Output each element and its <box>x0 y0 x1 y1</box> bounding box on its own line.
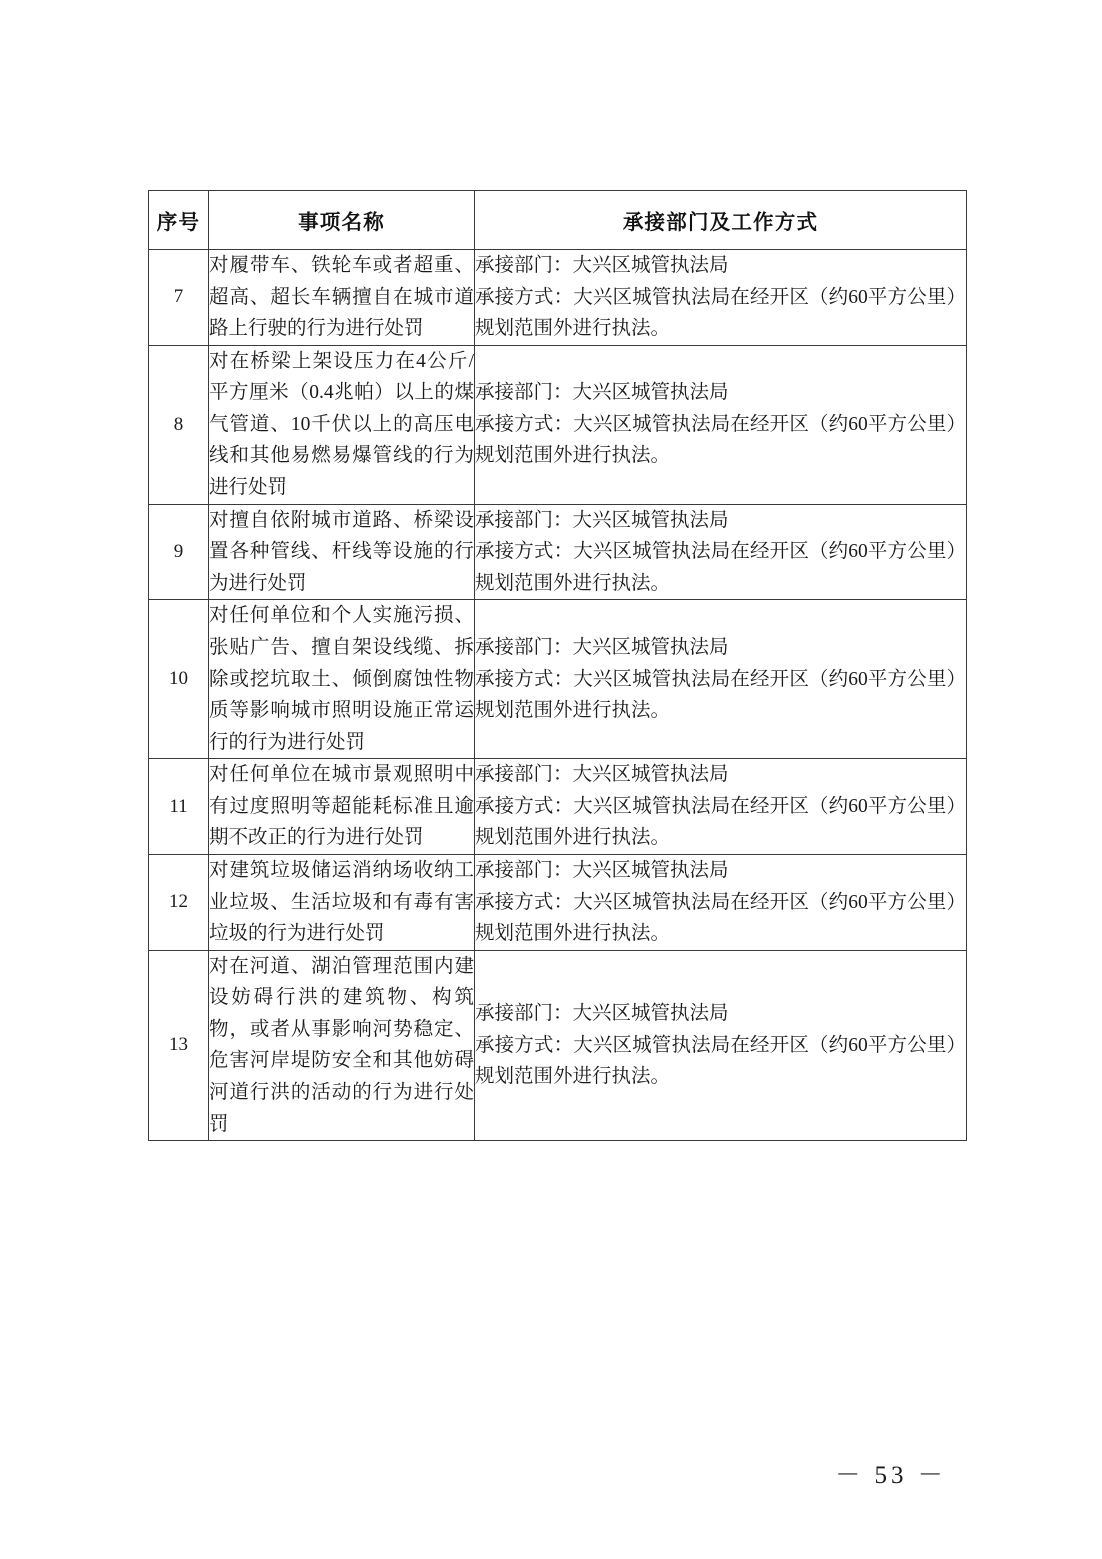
table-row <box>149 504 967 600</box>
cell-serial-number: 12 <box>149 854 209 950</box>
cell-item-name: 对任何单位在城市景观照明中有过度照明等超能耗标准且逾期不改正的行为进行处罚 <box>209 759 475 855</box>
cell-serial-number: 10 <box>149 600 209 759</box>
table-header-row <box>149 191 967 250</box>
cell-item-name: 对在桥梁上架设压力在4公斤/平方厘米（0.4兆帕）以上的煤气管道、10千伏以上的高压电线和其他易燃易爆管线的行为进行处罚 <box>209 345 475 504</box>
cell-department-method <box>475 759 967 855</box>
table-row <box>149 854 967 950</box>
cell-department-method <box>475 504 967 600</box>
table-row <box>149 250 967 346</box>
dept-line-method: 承接方式：大兴区城管执法局在经开区（约60平方公里）规划范围外进行执法。 <box>475 413 966 467</box>
dept-line-department: 承接部门：大兴区城管执法局 <box>475 859 729 881</box>
cell-item-name: 对在河道、湖泊管理范围内建设妨碍行洪的建筑物、构筑物，或者从事影响河势稳定、危害河岸堤防安全和其他妨碍河道行洪的活动的行为进行处罚 <box>209 950 475 1140</box>
dept-line-method: 承接方式：大兴区城管执法局在经开区（约60平方公里）规划范围外进行执法。 <box>475 1034 966 1088</box>
dept-line-method: 承接方式：大兴区城管执法局在经开区（约60平方公里）规划范围外进行执法。 <box>475 795 966 849</box>
table-row <box>149 600 967 759</box>
cell-serial-number: 7 <box>149 250 209 346</box>
cell-item-name: 对建筑垃圾储运消纳场收纳工业垃圾、生活垃圾和有毒有害垃圾的行为进行处罚 <box>209 854 475 950</box>
table-row <box>149 759 967 855</box>
table-row <box>149 345 967 504</box>
column-header-item-name: 事项名称 <box>209 191 475 250</box>
dept-line-department: 承接部门：大兴区城管执法局 <box>475 636 729 658</box>
cell-serial-number: 13 <box>149 950 209 1140</box>
cell-department-method <box>475 950 967 1140</box>
responsibility-table <box>148 190 967 1141</box>
dept-line-department: 承接部门：大兴区城管执法局 <box>475 509 729 531</box>
cell-department-method <box>475 345 967 504</box>
cell-department-method <box>475 854 967 950</box>
table-header <box>149 191 967 250</box>
dept-line-method: 承接方式：大兴区城管执法局在经开区（约60平方公里）规划范围外进行执法。 <box>475 668 966 722</box>
cell-department-method <box>475 250 967 346</box>
cell-item-name: 对履带车、铁轮车或者超重、超高、超长车辆擅自在城市道路上行驶的行为进行处罚 <box>209 250 475 346</box>
dept-line-method: 承接方式：大兴区城管执法局在经开区（约60平方公里）规划范围外进行执法。 <box>475 541 966 594</box>
table-body <box>149 250 967 1141</box>
page-number-text: － 53 － <box>835 1462 947 1489</box>
dept-line-department: 承接部门：大兴区城管执法局 <box>475 764 729 786</box>
dept-line-method: 承接方式：大兴区城管执法局在经开区（约60平方公里）规划范围外进行执法。 <box>475 286 966 340</box>
dept-line-department: 承接部门：大兴区城管执法局 <box>475 255 729 276</box>
column-header-serial-number: 序号 <box>149 191 209 250</box>
dept-line-method: 承接方式：大兴区城管执法局在经开区（约60平方公里）规划范围外进行执法。 <box>475 891 966 945</box>
cell-item-name: 对擅自依附城市道路、桥梁设置各种管线、杆线等设施的行为进行处罚 <box>209 504 475 600</box>
column-header-department-method: 承接部门及工作方式 <box>475 191 967 250</box>
table-row <box>149 950 967 1140</box>
cell-department-method <box>475 600 967 759</box>
cell-serial-number: 8 <box>149 345 209 504</box>
cell-serial-number: 11 <box>149 759 209 855</box>
dept-line-department: 承接部门：大兴区城管执法局 <box>475 382 729 404</box>
cell-item-name: 对任何单位和个人实施污损、张贴广告、擅自架设线缆、拆除或挖坑取土、倾倒腐蚀性物质等影响城市照明设施正常运行的行为进行处罚 <box>209 600 475 759</box>
dept-line-department: 承接部门：大兴区城管执法局 <box>475 1003 729 1025</box>
responsibility-table-container <box>148 190 966 1141</box>
page-number <box>0 1455 1102 1491</box>
cell-serial-number: 9 <box>149 504 209 600</box>
